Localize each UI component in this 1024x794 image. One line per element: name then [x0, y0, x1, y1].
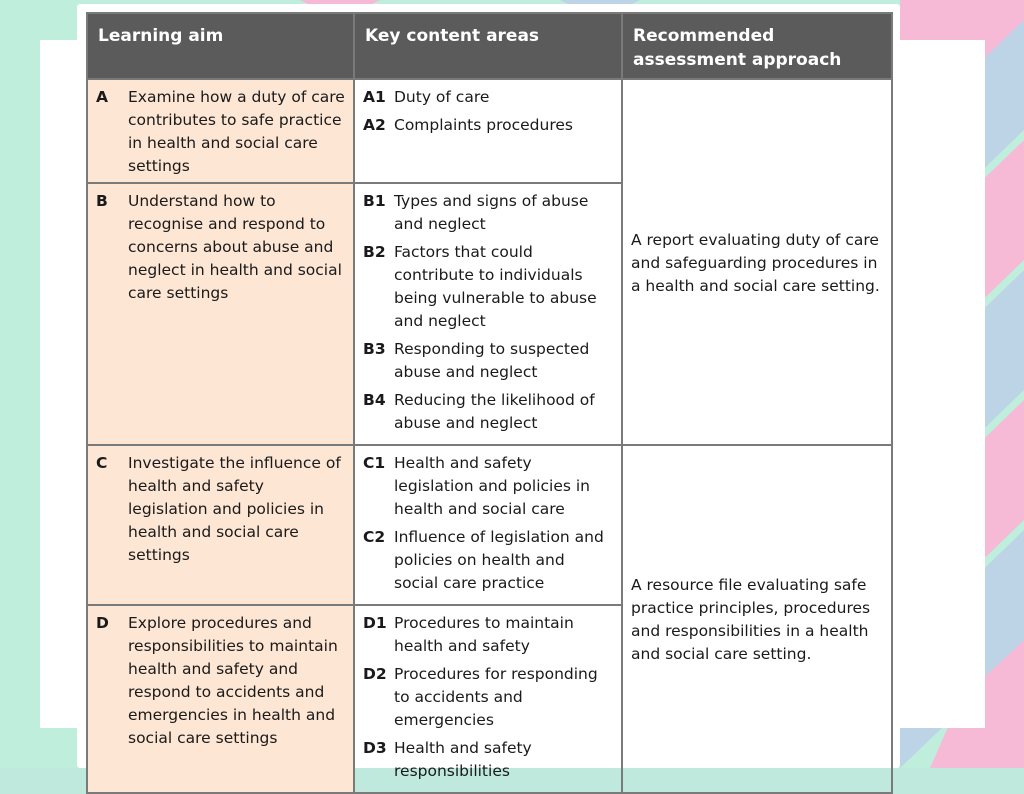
assessment-text: A report evaluating duty of care and safeguarding procedures in a health and social care setting. — [631, 230, 880, 295]
content-text: Influence of legislation and policies on health and social care practice — [394, 528, 604, 592]
content-code: A1 — [363, 88, 386, 106]
content-text: Complaints procedures — [394, 116, 573, 134]
content-cell-c — [354, 445, 622, 605]
header-assessment: Recommended assessment approach — [622, 13, 892, 79]
aim-text: Explore procedures and responsibilities to maintain health and safety and respond to accidents and emergencies in health and social care settings — [128, 614, 338, 747]
aim-text: Examine how a duty of care contributes to safe practice in health and social care settings — [128, 88, 345, 175]
aim-cell-a — [87, 79, 354, 183]
content-code: B1 — [363, 192, 386, 210]
content-code: B4 — [363, 391, 386, 409]
content-cell-a — [354, 79, 622, 183]
content-code: A2 — [363, 116, 386, 134]
content-text: Reducing the likelihood of abuse and neglect — [394, 391, 595, 432]
aim-code: B — [96, 192, 108, 210]
assessment-cell-ab — [622, 79, 892, 445]
assessment-text: A resource file evaluating safe practice principles, procedures and responsibilities in a health and social care setting. — [631, 576, 871, 663]
content-code: C1 — [363, 454, 386, 472]
content-cell-d — [354, 605, 622, 793]
header-row — [87, 13, 892, 79]
content-code: B3 — [363, 340, 386, 358]
content-code: D3 — [363, 739, 387, 757]
content-cell-b — [354, 183, 622, 445]
content-text: Duty of care — [394, 88, 490, 106]
table-row — [87, 445, 892, 605]
assessment-cell-cd — [622, 445, 892, 793]
aim-code: A — [96, 88, 108, 106]
aim-cell-b — [87, 183, 354, 445]
table-row — [87, 79, 892, 183]
content-text: Health and safety responsibilities — [394, 739, 532, 780]
aim-cell-c — [87, 445, 354, 605]
content-code: D1 — [363, 614, 387, 632]
header-learning-aim: Learning aim — [87, 13, 354, 79]
content-text: Procedures for responding to accidents and emergencies — [394, 665, 598, 729]
aim-cell-d — [87, 605, 354, 793]
learning-aims-table — [86, 12, 893, 794]
aim-code: D — [96, 614, 109, 632]
header-key-content: Key content areas — [354, 13, 622, 79]
table-card — [77, 4, 900, 780]
aim-text: Understand how to recognise and respond to concerns about abuse and neglect in health and social care settings — [128, 192, 342, 302]
content-code: C2 — [363, 528, 386, 546]
content-text: Procedures to maintain health and safety — [394, 614, 574, 655]
content-code: D2 — [363, 665, 387, 683]
content-code: B2 — [363, 243, 386, 261]
aim-code: C — [96, 454, 108, 472]
content-text: Factors that could contribute to individuals being vulnerable to abuse and neglect — [394, 243, 597, 330]
content-text: Health and safety legislation and policies in health and social care — [394, 454, 591, 518]
content-text: Types and signs of abuse and neglect — [394, 192, 589, 233]
aim-text: Investigate the influence of health and safety legislation and policies in health and social care settings — [128, 454, 341, 564]
content-text: Responding to suspected abuse and neglect — [394, 340, 590, 381]
